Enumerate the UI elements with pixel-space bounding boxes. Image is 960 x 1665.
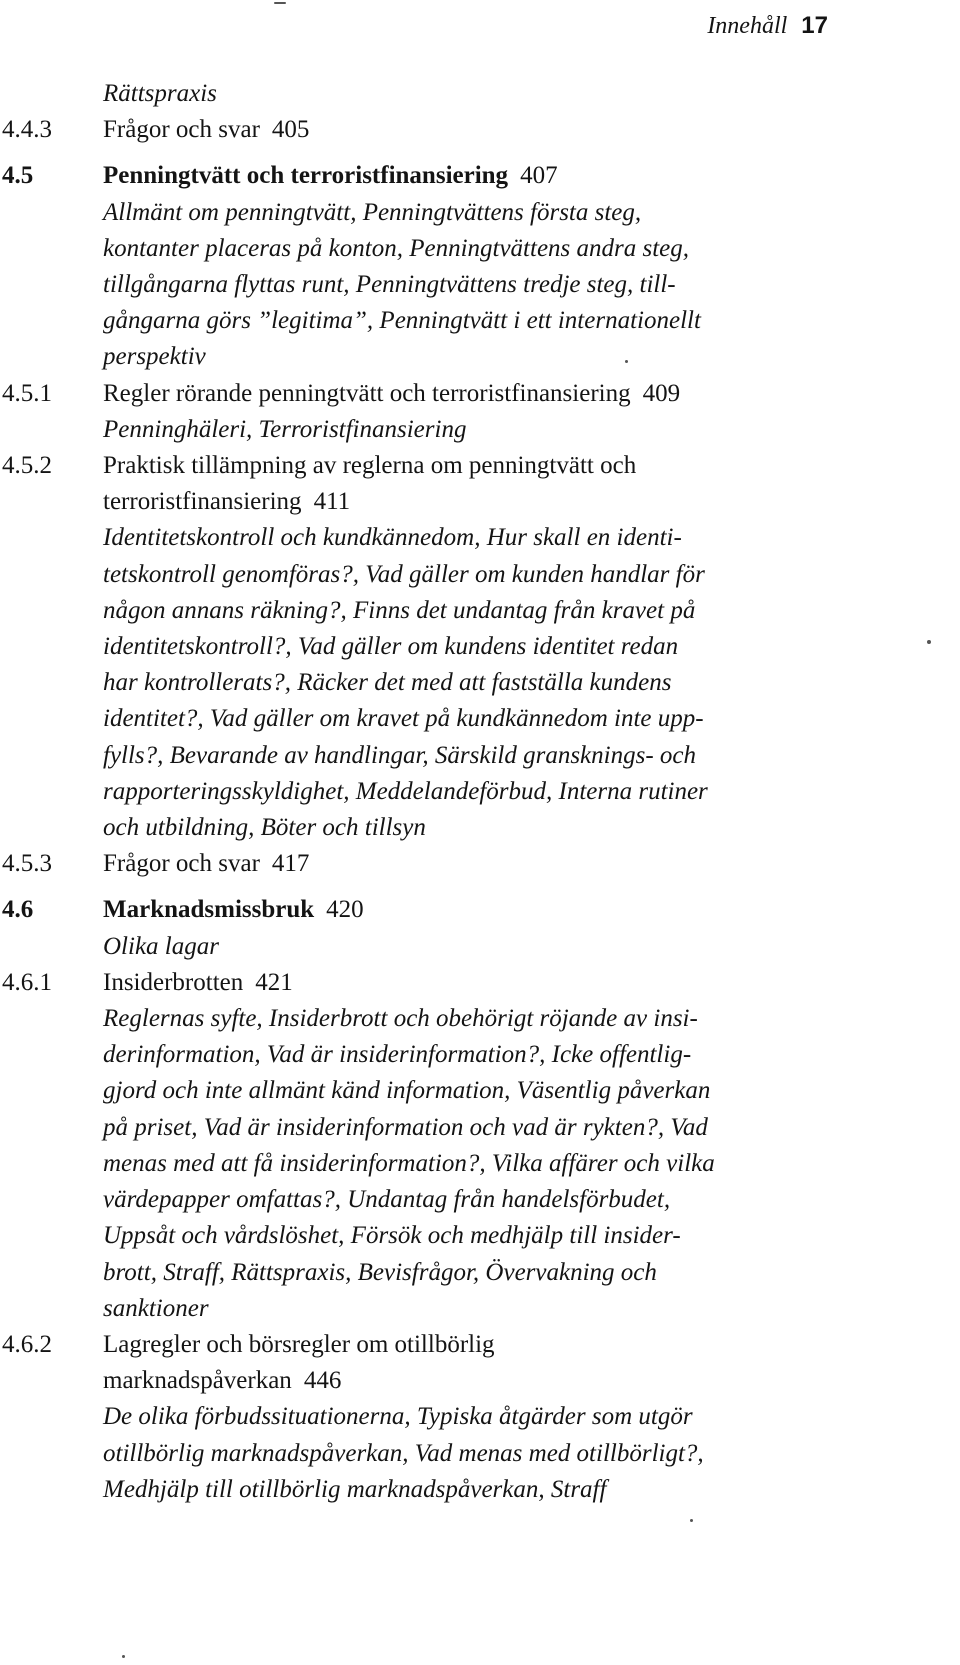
toc-subtopics-line: fylls?, Bevarande av handlingar, Särskild gransknings- och xyxy=(103,741,696,769)
page-reference: 446 xyxy=(303,1367,342,1395)
toc-subtopics-line: sanktioner xyxy=(103,1294,209,1322)
toc-subtopics-line: identitet?, Vad gäller om kravet på kundkännedom inte upp- xyxy=(103,705,704,733)
page-reference: 405 xyxy=(271,116,310,144)
section-title-continued: terroristfinansiering xyxy=(103,488,302,516)
scan-speck xyxy=(122,1655,125,1658)
scan-speck xyxy=(625,360,628,363)
page-reference: 420 xyxy=(326,896,364,924)
toc-entry-4-5-1 xyxy=(0,376,823,448)
section-number: 4.6.2 xyxy=(2,1330,52,1358)
section-title: Frågor och svar xyxy=(103,116,260,144)
toc-subtopics-line: identitetskontroll?, Vad gäller om kundens identitet redan xyxy=(103,633,679,661)
toc-entry-4-6 xyxy=(0,892,823,964)
table-of-contents xyxy=(0,76,960,1508)
section-title-continued: marknadspåverkan xyxy=(103,1367,292,1395)
toc-heading-line xyxy=(103,376,823,412)
toc-heading-line xyxy=(103,484,823,520)
toc-subtopics-line: Reglernas syfte, Insiderbrott och obehörigt röjande av insi- xyxy=(103,1005,698,1033)
section-title: Praktisk tillämpning av reglerna om penningtvätt och xyxy=(103,452,637,480)
toc-subtopics-line: rapporteringsskyldighet, Meddelandeförbud, Interna rutiner xyxy=(103,777,708,805)
toc-subtopics-line: Olika lagar xyxy=(103,932,219,960)
section-title: Insiderbrotten xyxy=(103,968,244,996)
toc-subtopics-line: Uppsåt och vårdslöshet, Försök och medhjälp till insider- xyxy=(103,1222,681,1250)
toc-entry-4-5-3 xyxy=(0,846,823,882)
section-number: 4.5.3 xyxy=(2,850,52,878)
toc-entry-4-5 xyxy=(0,158,823,375)
section-title: Frågor och svar xyxy=(103,850,260,878)
section-title: Lagregler och börsregler om otillbörlig xyxy=(103,1330,495,1358)
section-title: Penningtvätt och terroristfinansiering xyxy=(103,162,509,190)
toc-subtopics-line: derinformation, Vad är insiderinformation?, Icke offentlig- xyxy=(103,1041,692,1069)
toc-subtopics-line: Identitetskontroll och kundkännedom, Hur skall en identi- xyxy=(103,524,682,552)
toc-subtopics-line: Allmänt om penningtvätt, Penningtvättens första steg, xyxy=(103,198,642,226)
toc-subtopics-line: tetskontroll genomföras?, Vad gäller om kunden handlar för xyxy=(103,560,705,588)
toc-entry-continuation xyxy=(0,76,823,112)
toc-entry-4-5-2 xyxy=(0,448,823,846)
toc-subtopics-line: Medhjälp till otillbörlig marknadspåverkan, Straff xyxy=(103,1475,607,1503)
section-number: 4.5.1 xyxy=(2,379,52,407)
toc-subtopics-line: brott, Straff, Rättspraxis, Bevisfrågor, Övervakning och xyxy=(103,1258,657,1286)
running-header xyxy=(707,8,828,44)
section-number: 4.6.1 xyxy=(2,968,52,996)
toc-entry-4-6-1 xyxy=(0,965,823,1327)
page-reference: 417 xyxy=(271,850,310,878)
toc-subtopics-line: De olika förbudssituationerna, Typiska åtgärder som utgör xyxy=(103,1403,693,1431)
scan-speck xyxy=(690,1519,693,1522)
scan-speck xyxy=(927,640,931,644)
toc-subtopics-line: och utbildning, Böter och tillsyn xyxy=(103,814,426,842)
toc-subtopics-line: värdepapper omfattas?, Undantag från handelsförbudet, xyxy=(103,1186,671,1214)
running-header-title: Innehåll xyxy=(707,13,788,39)
toc-heading-line xyxy=(103,1363,823,1399)
toc-heading-line xyxy=(103,158,823,194)
toc-subtopics-line: gångarna görs ”legitima”, Penningtvätt i ett internationellt xyxy=(103,307,701,335)
page-reference: 421 xyxy=(255,968,293,996)
section-number: 4.6 xyxy=(2,896,34,924)
toc-subtopics-line: Rättspraxis xyxy=(103,80,217,107)
section-number: 4.4.3 xyxy=(2,116,52,144)
toc-subtopics-line: på priset, Vad är insiderinformation och vad är rykten?, Vad xyxy=(103,1113,708,1141)
toc-heading-line xyxy=(103,965,823,1001)
toc-subtopics-line: otillbörlig marknadspåverkan, Vad menas med otillbörligt?, xyxy=(103,1439,704,1467)
toc-subtopics-line: menas med att få insiderinformation?, Vilka affärer och vilka xyxy=(103,1149,715,1177)
toc-subtopics-line: perspektiv xyxy=(103,343,206,371)
toc-heading-line xyxy=(103,846,823,882)
toc-entry-4-6-2 xyxy=(0,1327,823,1508)
toc-heading-line xyxy=(103,112,823,148)
toc-subtopics-line: Penninghäleri, Terroristfinansiering xyxy=(103,415,467,443)
toc-subtopics-line: kontanter placeras på konton, Penningtvättens andra steg, xyxy=(103,234,690,262)
section-number: 4.5.2 xyxy=(2,452,52,480)
section-number: 4.5 xyxy=(2,162,34,190)
section-title: Regler rörande penningtvätt och terroristfinansiering xyxy=(103,379,631,407)
section-title: Marknadsmissbruk xyxy=(103,896,315,924)
toc-subtopics-line: tillgångarna flyttas runt, Penningtvättens tredje steg, till- xyxy=(103,271,676,299)
toc-subtopics-line: någon annans räkning?, Finns det undantag från kravet på xyxy=(103,596,696,624)
page-reference: 411 xyxy=(313,488,351,516)
toc-subtopics-line: har kontrollerats?, Räcker det med att fastställa kundens xyxy=(103,669,672,697)
page-reference: 407 xyxy=(520,162,558,190)
scan-speck xyxy=(274,2,286,4)
toc-entry-4-4-3 xyxy=(0,112,823,148)
toc-subtopics-line: gjord och inte allmänt känd information, Väsentlig påverkan xyxy=(103,1077,711,1105)
page-reference: 409 xyxy=(642,379,681,407)
toc-heading-line xyxy=(103,892,823,928)
page-number: 17 xyxy=(801,12,828,39)
